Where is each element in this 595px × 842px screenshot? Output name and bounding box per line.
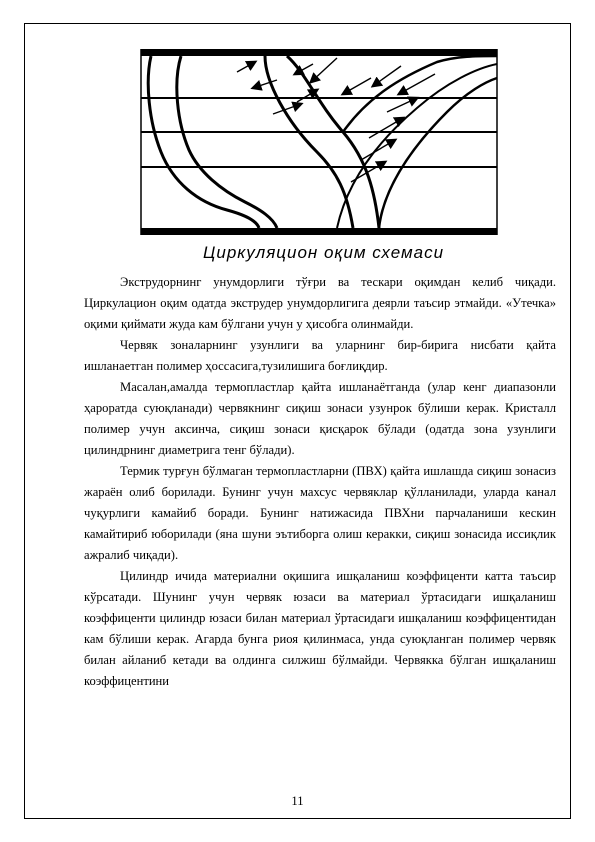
paragraph-4: Термик турғун бўлмаган термопластларни (ПВХ) қайта ишлашда сиқиш зонасиз жараён олиб борилади. Бунинг учун махсус червяклар қўлланилади, уларда канал чуқурлиги камайиб боради. Бунинг натижасида ПВХни парчаланиши кескин камайтириб юборилади (яна шуни эътиборга олиш керакки, сиқиш зонасида иссиқлик ажралиб чиқади).	[84, 464, 556, 562]
page-number: 11	[291, 794, 304, 808]
paragraph-3: Масалан,амалда термопластлар қайта ишланаётганда (улар кенг диапазонли ҳароратда суюқланади) червякнинг сиқиш зонаси узунрок бўлиши керак. Кристалл полимер учун аксинча, сиқиш зонаси қисқарок бўлади (одатда зона узунлиги цилиндрнинг диаметрига тенг бўлади).	[84, 380, 556, 457]
cylinder-top-wall	[141, 49, 497, 56]
paragraph-2: Червяк зоналарнинг узунлиги ва уларнинг бир-бирига нисбати қайта ишланаетган полимер ҳоссасига,тузилишига боғлиқдир.	[84, 338, 556, 373]
circulation-flow-diagram	[137, 42, 501, 264]
paragraph-5: Цилиндр ичида материални оқишига ишқаланиш коэффиценти катта таъсир кўрсатади. Шунинг учун червяк юзаси ва материал ўртасидаги ишқаланиш коэффиценти цилиндр юзаси билан материал ўртасидаги ишқаланиш коэффицентидан кам бўлиши керак. Агарда бунга риоя қилинмаса, унда суюқланган полимер червяк билан айланиб кетади ва олдинга силжиш бўлмайди. Червякка бўлган ишқаланиш коэффицентини	[84, 569, 556, 688]
figure-caption: Циркуляцион оқим схемаси	[203, 243, 445, 262]
paragraph-1: Экструдорнинг унумдорлиги тўғри ва тескари оқимдан келиб чиқади. Циркулацион оқим одатда экструдер унумдорлигига деярли таъсир этмайди. «Утечка» оқими қиймати жуда кам бўлгани учун у ҳисобга олинмайди.	[84, 275, 556, 331]
cylinder-bottom-wall	[141, 228, 497, 235]
body-text	[84, 272, 556, 692]
